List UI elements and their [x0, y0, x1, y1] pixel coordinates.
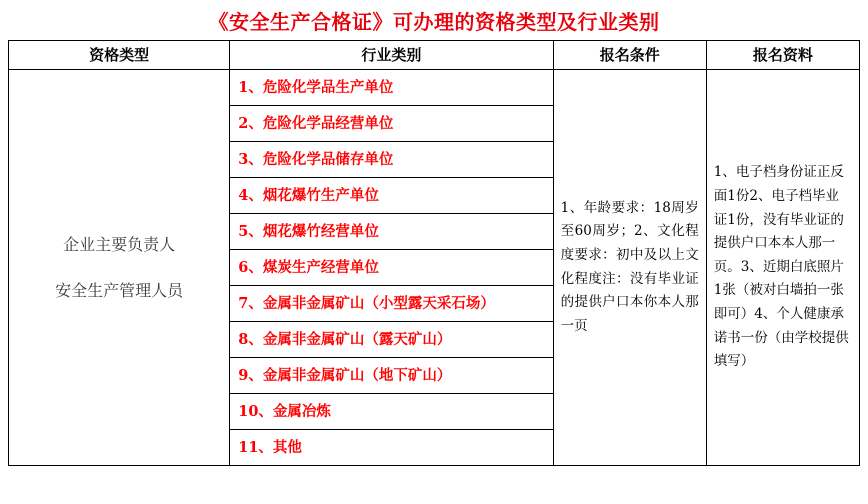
list-item: 11、其他 [238, 439, 302, 457]
qualification-type-item: 企业主要负责人 [63, 234, 176, 254]
list-item: 3、危险化学品储存单位 [230, 142, 552, 178]
header-row [9, 41, 860, 70]
header-industry-category: 行业类别 [230, 41, 553, 70]
document-page [0, 4, 868, 504]
registration-materials-cell [706, 70, 859, 466]
header-registration-conditions: 报名条件 [553, 41, 706, 70]
list-item: 10、金属冶炼 [230, 394, 552, 430]
registration-conditions-cell [553, 70, 706, 466]
list-item: 8、金属非金属矿山（露天矿山） [230, 322, 552, 358]
qualification-type-cell [9, 70, 230, 466]
list-item: 4、烟花爆竹生产单位 [230, 178, 552, 214]
registration-conditions-text: 1、年龄要求：18周岁至60周岁；2、文化程度要求：初中及以上文化程度注：没有毕业证的提供户口本你本人那一页 [560, 199, 699, 334]
registration-materials-text: 1、电子档身份证正反面1份2、电子档毕业证1份，没有毕业证的提供户口本本人那一页。3、近期白底照片1张（被对白墙拍一张即可）4、个人健康承诺书一份（由学校提供填写） [713, 164, 849, 370]
list-item: 7、金属非金属矿山（小型露天采石场） [230, 286, 552, 322]
industry-category-cell [230, 70, 553, 466]
header-registration-materials: 报名资料 [706, 41, 859, 70]
list-item: 2、危险化学品经营单位 [230, 106, 552, 142]
content-row [9, 70, 860, 466]
page-title: 《安全生产合格证》可办理的资格类型及行业类别 [208, 10, 660, 34]
industry-list [230, 70, 552, 465]
document-title-cell [9, 4, 860, 41]
title-row [9, 4, 860, 41]
qualification-table [8, 4, 860, 466]
qualification-type-item: 安全生产管理人员 [55, 280, 184, 300]
list-item: 9、金属非金属矿山（地下矿山） [230, 358, 552, 394]
list-item: 6、煤炭生产经营单位 [230, 250, 552, 286]
header-qualification-type: 资格类型 [9, 41, 230, 70]
list-item: 1、危险化学品生产单位 [230, 70, 552, 106]
list-item: 5、烟花爆竹经营单位 [230, 214, 552, 250]
